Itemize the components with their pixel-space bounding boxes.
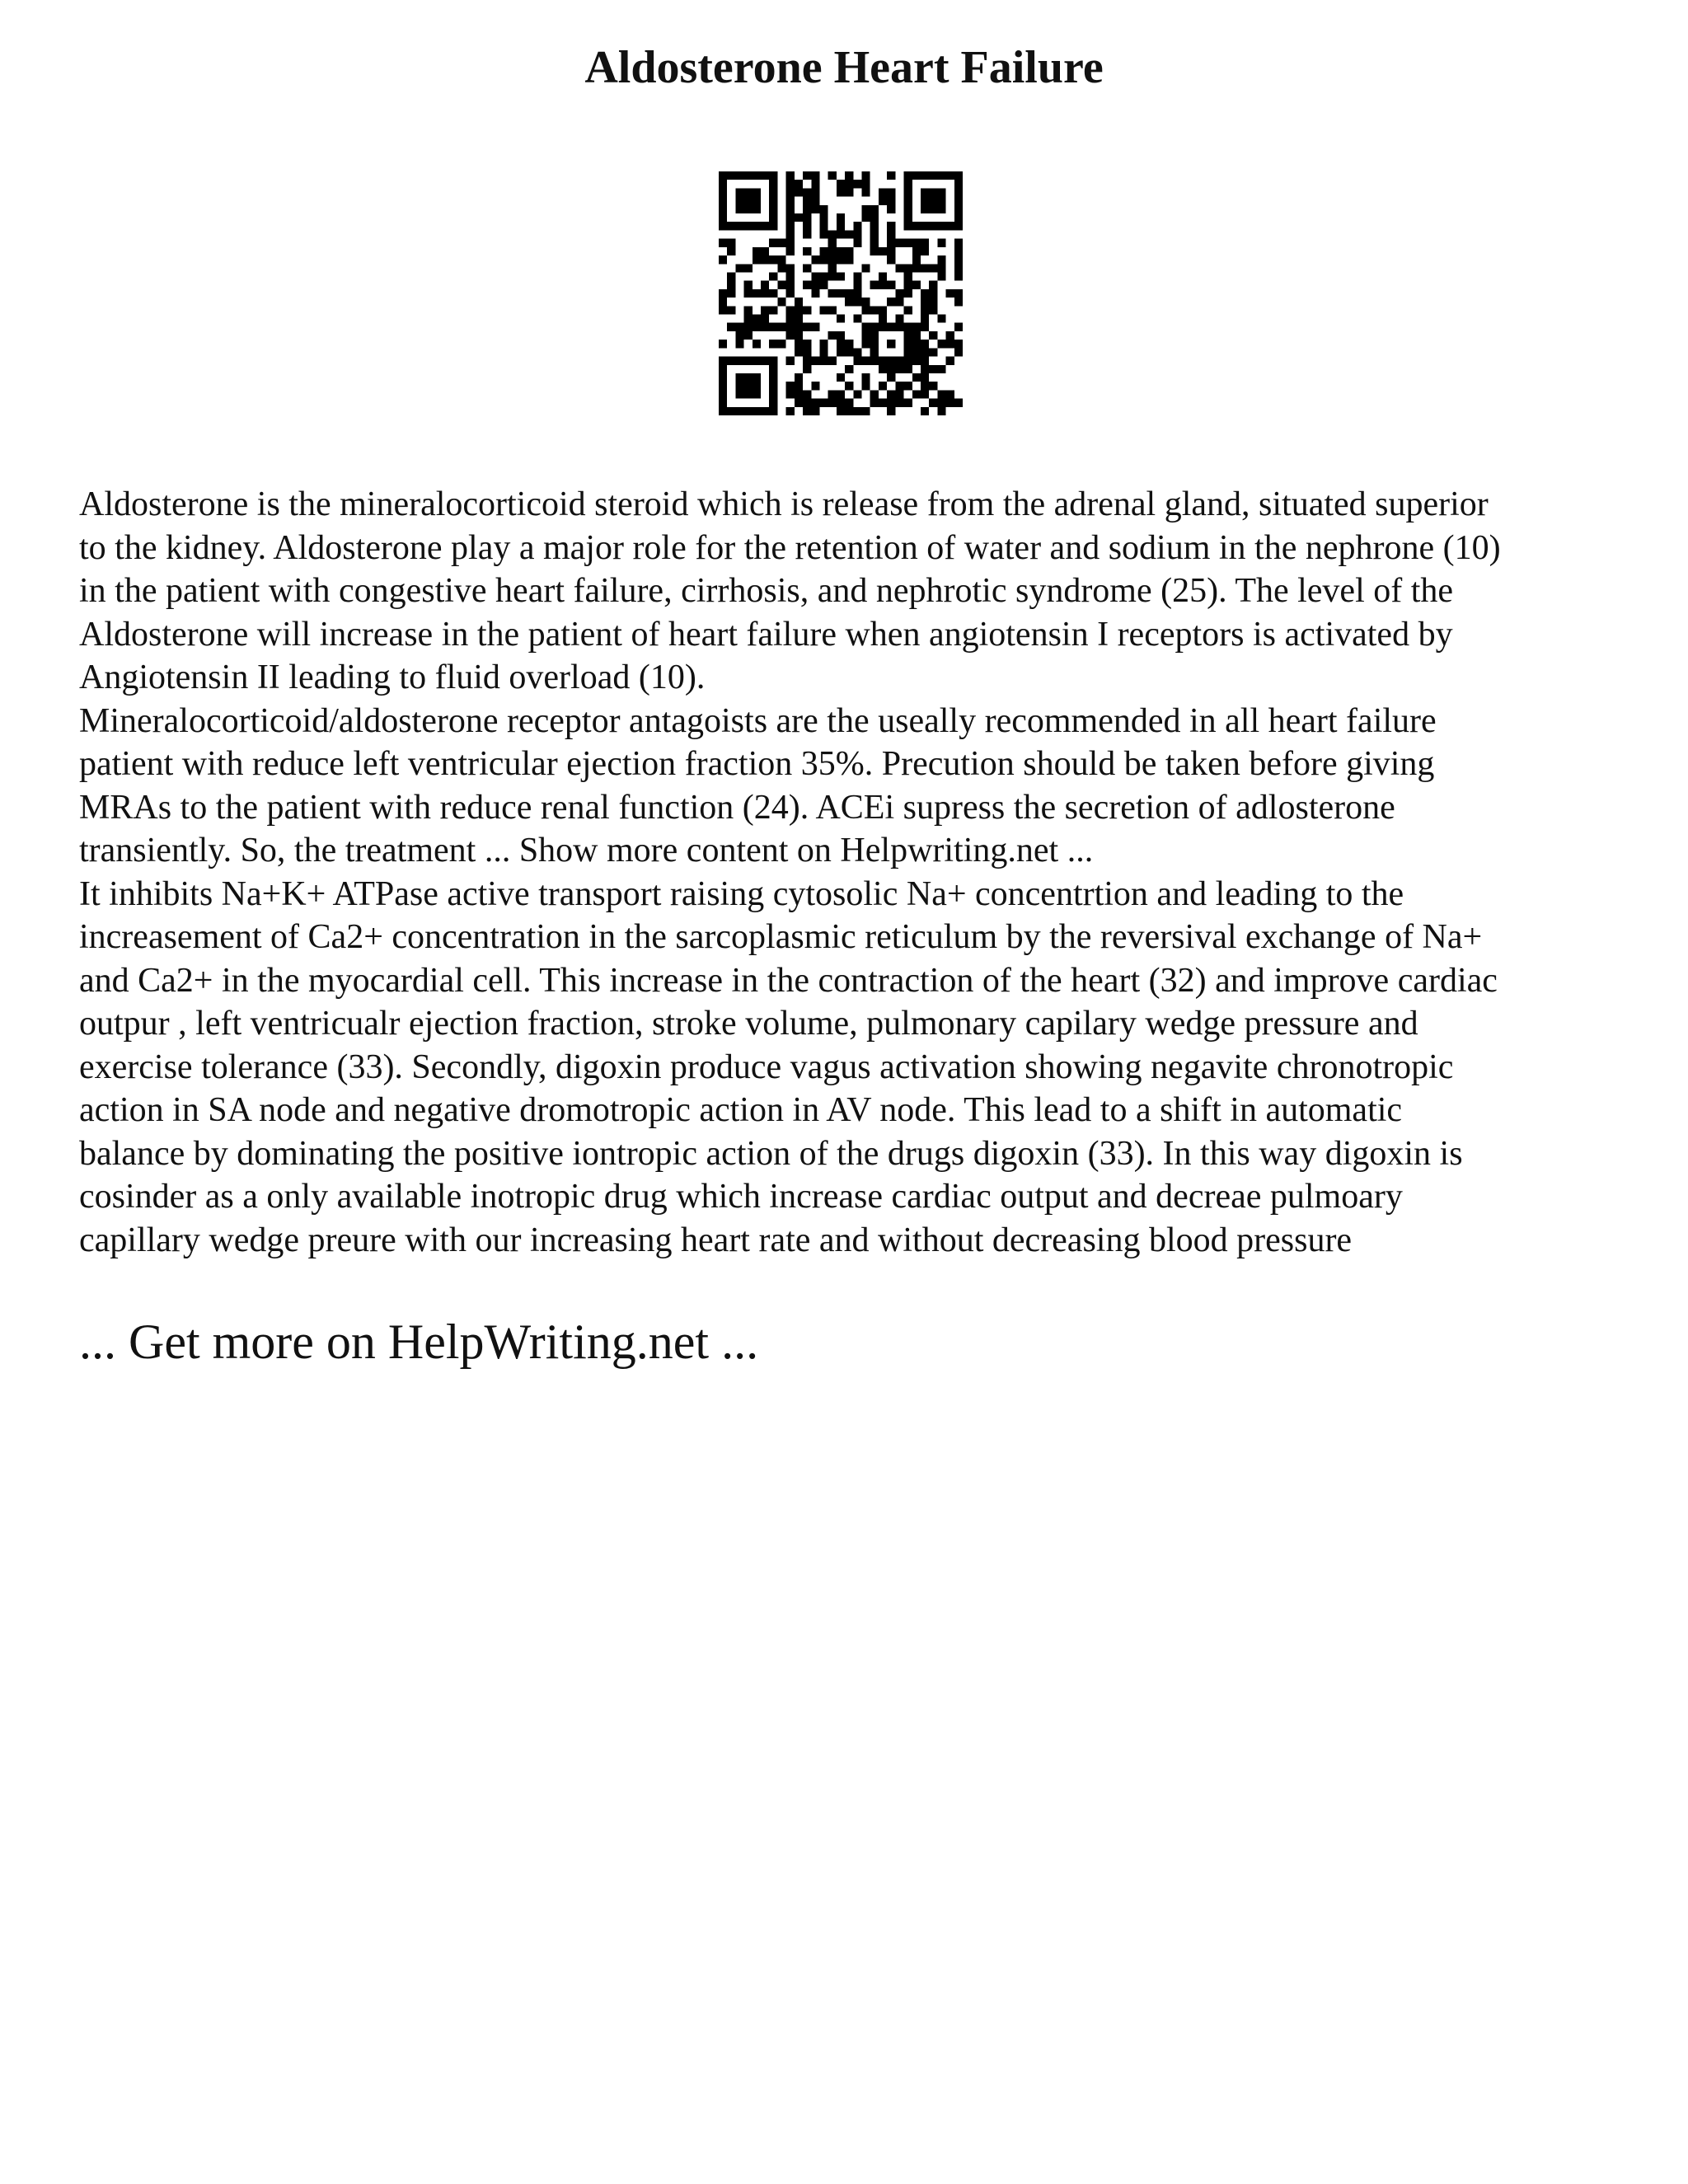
paragraph-digoxin-action: It inhibits Na+K+ ATPase active transport raising cytosolic Na+ concentrtion and leading to the increasement of Ca2+ concentration in the sarcoplasmic reticulum by the reversival exchange of Na+ and Ca2+ in the myocardial cell. This increase in the contraction of the heart (32) and improve cardiac outpur , left ventricualr ejection fraction, stroke volume, pulmonary capilary wedge pressure and exercise tolerance (33). Secondly, digoxin produce vagus activation showing negavite chronotropic action in SA node and negative dromotropic action in AV node. This lead to a shift in automatic balance by dominating the positive iontropic action of the drugs digoxin (33). In this way digoxin is cosinder as a only available inotropic drug which increase cardiac output and decreae pulmoary capillary wedge preure with our increasing heart rate and without decreasing blood pressure bbox=[79, 874, 1498, 1259]
qr-code-icon bbox=[719, 171, 963, 415]
paragraph-aldosterone-intro: Aldosterone is the mineralocorticoid steroid which is release from the adrenal gland, situated superior to the kidney. Aldosterone play a major role for the retention of water and sodium in the nephrone (10) in the patient with congestive heart failure, cirrhosis, and nephrotic syndrome (25). The level of the Aldosterone will increase in the patient of heart failure when angiotensin I receptors is activated by Angiotensin II leading to fluid overload (10). bbox=[79, 485, 1501, 696]
article-body bbox=[79, 483, 1629, 1262]
paragraph-mra-treatment: Mineralocorticoid/aldosterone receptor antagoists are the useally recommended in all heart failure patient with reduce left ventricular ejection fraction 35%. Precution should be taken before giving MRAs to the patient with reduce renal function (24). ACEi supress the secretion of adlosterone transiently. So, the treatment ... Show more content on Helpwriting.net ... bbox=[79, 701, 1437, 869]
get-more-link[interactable]: ... Get more on HelpWriting.net ... bbox=[79, 1315, 759, 1369]
document-title: Aldosterone Heart Failure bbox=[584, 42, 1104, 93]
